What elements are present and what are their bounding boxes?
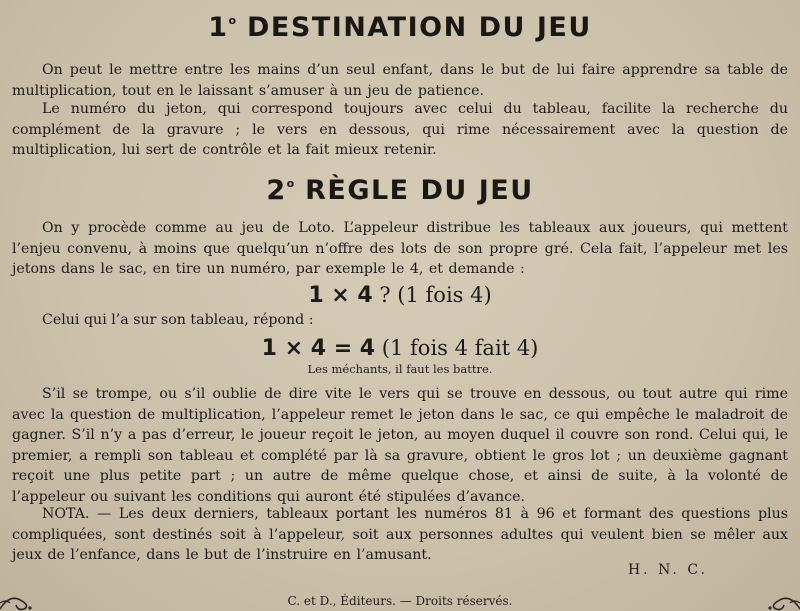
nota-paragraph: NOTA. — Les deux derniers, tableaux portant les numéros 81 à 96 et formant des questions plus compliquées, sont destinés soit à l’appeleur, soit aux personnes adultes qui veulent bien se mêler aux jeux de l’enfance, dans le but de l’instruire en l’amusant. bbox=[12, 506, 788, 563]
section-title-destination bbox=[0, 12, 800, 43]
ordinal-mark: o bbox=[286, 177, 295, 190]
destination-paragraph-1: On peut le mettre entre les mains d’un seul enfant, dans le but de lui faire apprendre sa table de multiplication, tout en le laissant s’amuser à un jeu de patience. bbox=[12, 62, 788, 99]
regle-paragraph-1: On y procède comme au jeu de Loto. L’appeleur distribue les tableaux aux joueurs, qui mettent l’enjeu convenu, à moins que quelqu’un n’offre des lots de son propre gré. Cela fait, l’appeleur met les jetons dans le sac, en tire un numéro, par exemple le 4, et demande : bbox=[12, 220, 788, 277]
regle-paragraph-2: S’il se trompe, ou s’il oublie de dire vite le vers qui se trouve en dessous, ou tout autre qui rime avec la question de multiplication, l’appeleur remet le jeton dans le sac, ce qui empêche le maladroit de gagner. S’il n’y a pas d’erreur, le joueur reçoit le jeton, au moyen duquel il couvre son rond. Celui qui, le premier, a rempli son tableau et complété par là sa gravure, obtient le gros lot ; un deuxième gagnant reçoit une plus petite part ; un autre de même quelque chose, et ainsi de suite, à la volonté de l’appeleur ou suivant les conditions qui auront été stipulées d’avance. bbox=[12, 386, 788, 505]
section-title-text: DESTINATION DU JEU bbox=[247, 12, 592, 43]
answer-text: (1 fois 4 fait 4) bbox=[381, 336, 539, 360]
answer-formula: 1 × 4 = 4 bbox=[261, 336, 376, 361]
signature: H. N. C. bbox=[627, 562, 708, 578]
section-number: 2 bbox=[266, 175, 287, 206]
question-formula: 1 × 4 bbox=[308, 283, 373, 308]
ordinal-mark: o bbox=[228, 14, 237, 27]
rhyme-caption: Les méchants, il faut les battre. bbox=[307, 362, 493, 376]
question-line bbox=[0, 282, 800, 309]
answer-line bbox=[0, 335, 800, 362]
publisher-footer: C. et D., Éditeurs. — Droits réservés. bbox=[287, 594, 513, 608]
reply-intro: Celui qui l’a sur son tableau, répond : bbox=[42, 312, 314, 328]
corner-ornament-icon bbox=[0, 589, 52, 611]
section-title-regle bbox=[0, 175, 800, 206]
question-text: ? (1 fois 4) bbox=[379, 283, 492, 307]
section-number: 1 bbox=[208, 12, 229, 43]
destination-paragraph-2: Le numéro du jeton, qui correspond toujours avec celui du tableau, facilite la recherche du complément de la gravure ; le vers en dessous, qui rime nécessairement avec la question de multiplication, lui sert de contrôle et la fait mieux retenir. bbox=[12, 101, 788, 158]
corner-ornament-icon bbox=[748, 589, 800, 611]
section-title-text: RÈGLE DU JEU bbox=[305, 175, 534, 206]
